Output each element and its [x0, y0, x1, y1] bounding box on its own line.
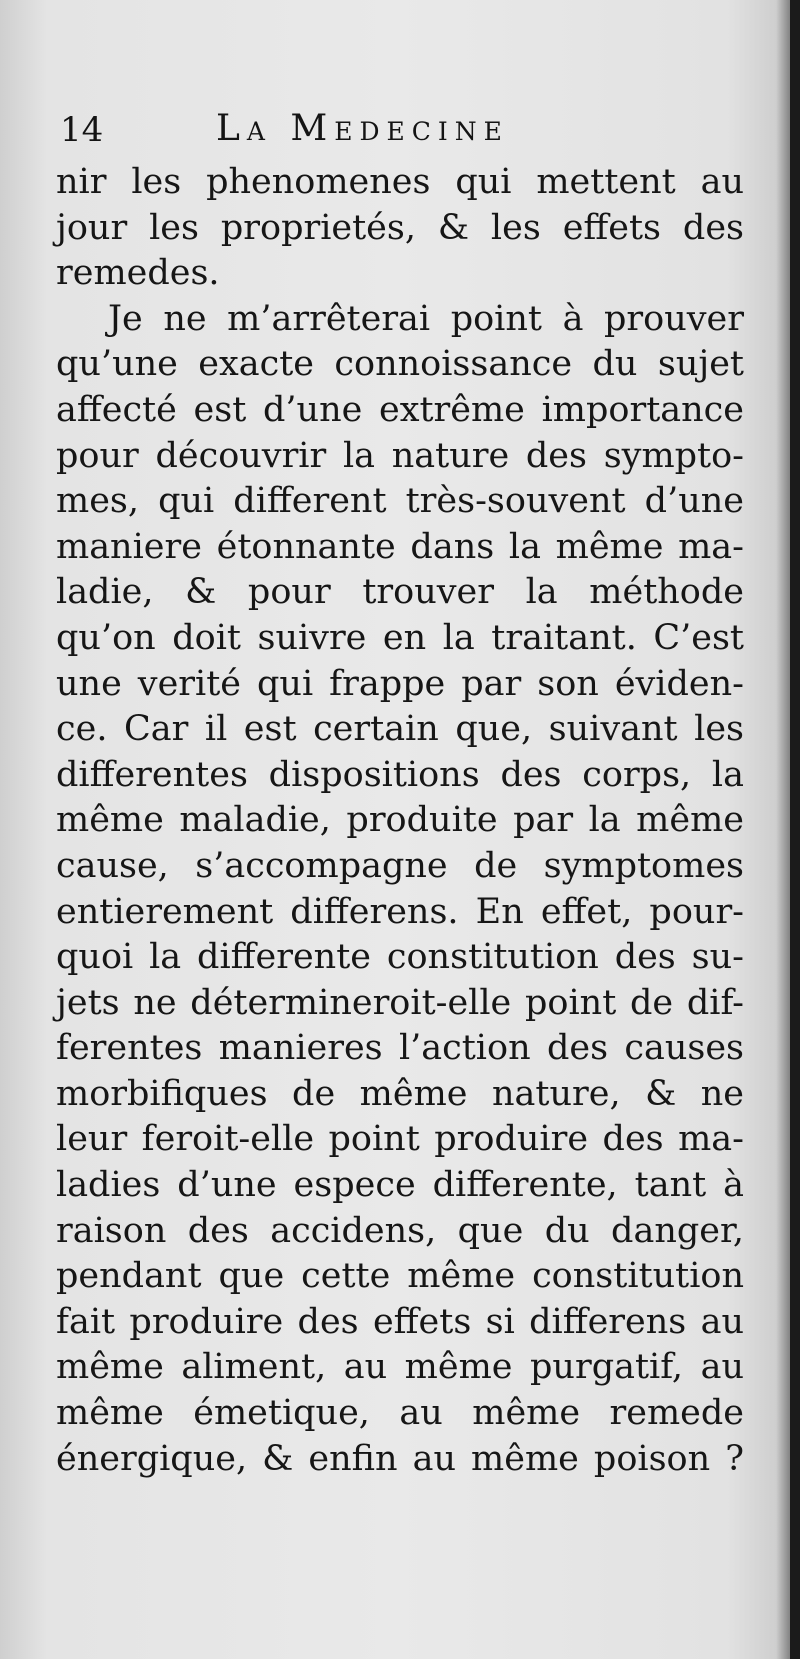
text-line: quoi la differente constitution des su-: [56, 937, 744, 978]
text-line: même émetique, au même remede: [56, 1393, 744, 1434]
text-line: une verité qui frappe par son éviden-: [56, 663, 744, 704]
text-line: affecté est d’une extrême importance: [56, 389, 744, 430]
text-line: jour les proprietés, & les effets des: [56, 207, 744, 248]
text-line: ladie, & pour trouver la méthode: [56, 572, 744, 613]
running-title: La Medecine: [216, 108, 509, 149]
body-text: [56, 160, 744, 1482]
text-line: nir les phenomenes qui mettent au: [56, 162, 744, 202]
text-line: differentes dispositions des corps, la: [56, 754, 744, 795]
text-line: énergique, & enfin au même poison ?: [56, 1438, 744, 1479]
text-line: leur feroit-elle point produire des ma-: [56, 1119, 744, 1160]
text-line: ce. Car il est certain que, suivant les: [56, 709, 744, 750]
page-edge-shadow: [776, 0, 790, 1659]
page-number: 14: [60, 110, 104, 150]
text-line: cause, s’accompagne de symptomes: [56, 845, 744, 886]
text-line: maniere étonnante dans la même ma-: [56, 526, 744, 567]
text-line: jets ne détermineroit-elle point de dif-: [56, 982, 744, 1023]
text-line: pour découvrir la nature des sympto-: [56, 435, 744, 476]
text-line: remedes.: [56, 253, 220, 294]
text-line: mes, qui different très-souvent d’une: [56, 481, 744, 522]
text-line: fait produire des effets si differens au: [56, 1301, 744, 1342]
text-line: qu’on doit suivre en la traitant. C’est: [56, 617, 744, 658]
text-line: Je ne m’arrêterai point à prouver: [108, 298, 744, 339]
text-line: même aliment, au même purgatif, au: [56, 1347, 744, 1388]
page-header: [60, 108, 740, 158]
text-line: ladies d’une espece differente, tant à: [56, 1165, 744, 1206]
text-line: raison des accidens, que du danger,: [56, 1210, 744, 1251]
text-line: qu’une exacte connoissance du sujet: [56, 344, 744, 385]
text-line: morbifiques de même nature, & ne: [56, 1073, 744, 1114]
text-line: même maladie, produite par la même: [56, 800, 744, 841]
text-line: ferentes manieres l’action des causes: [56, 1028, 744, 1069]
text-line: entierement differens. En effet, pour-: [56, 891, 744, 932]
text-line: pendant que cette même constitution: [56, 1256, 744, 1297]
